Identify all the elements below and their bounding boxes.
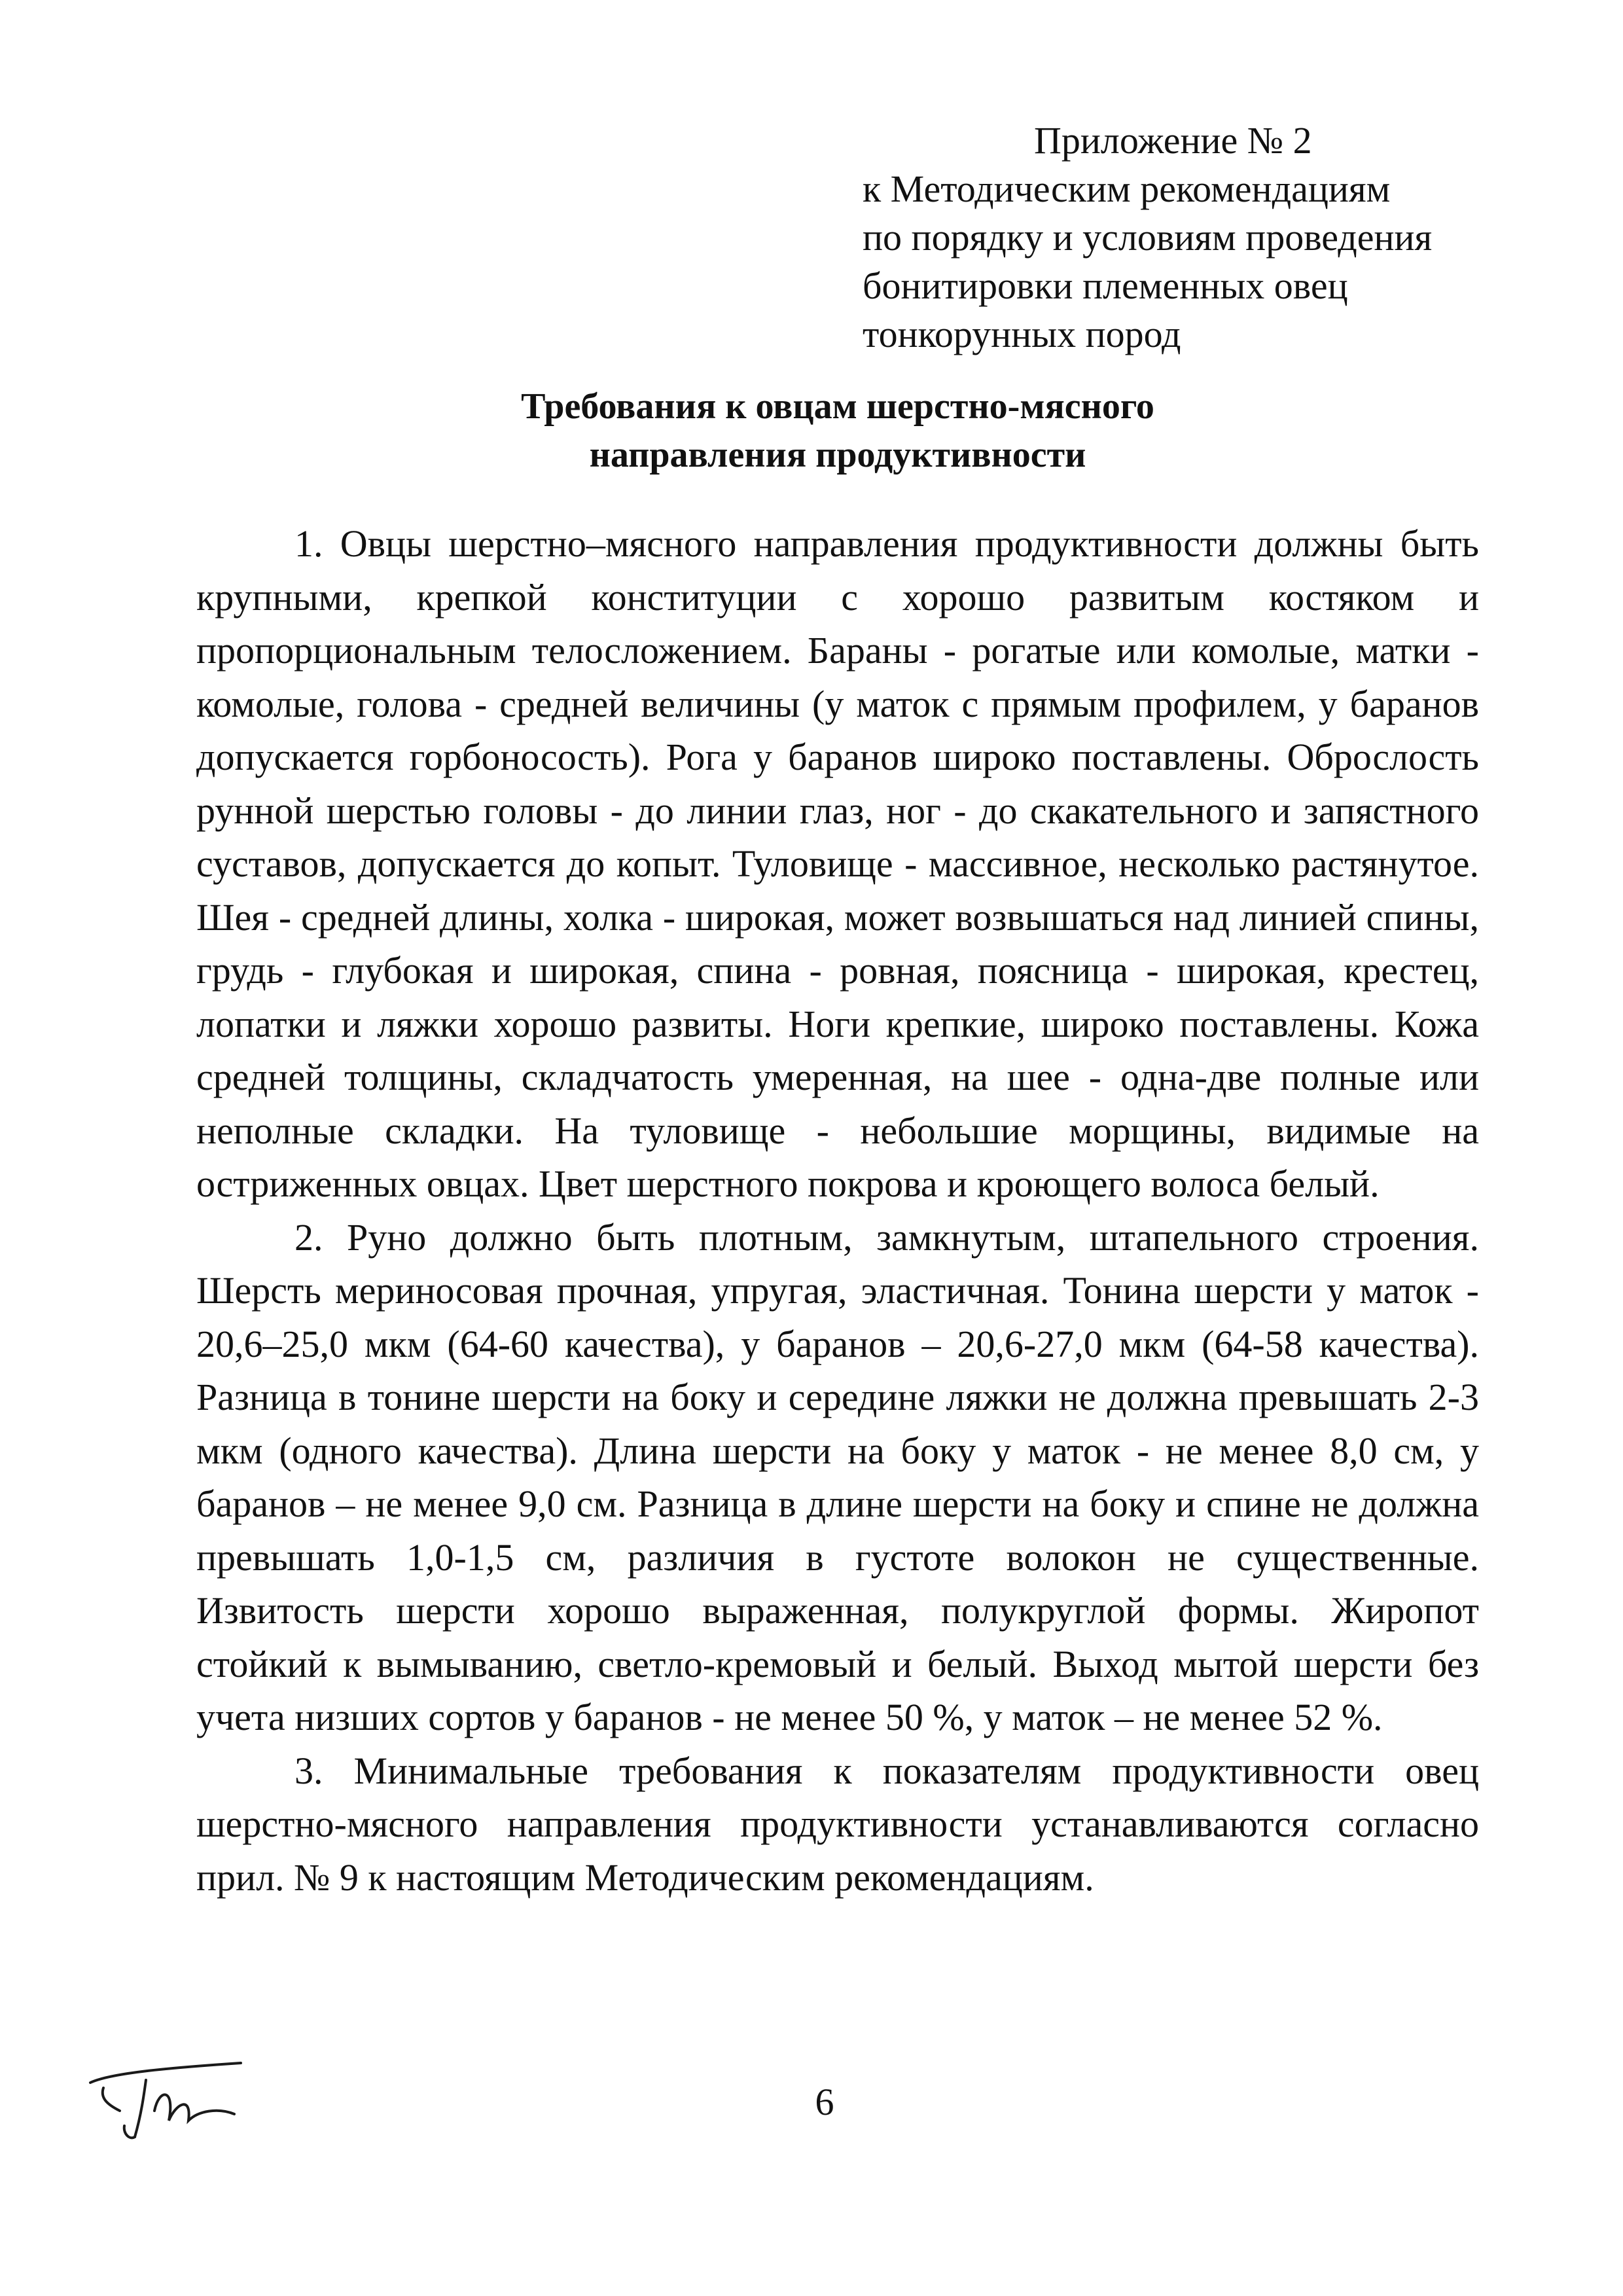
paragraph-1: 1. Овцы шерстно–мясного направления продуктивности должны быть крупными, крепкой конституции с хорошо развитым костяком и пропорциональным телосложением. Бараны - рогатые или комолые, матки - комолые, голова - средней величины (у маток с прямым профилем, у баранов допускается горбоносость). Рога у баранов широко поставлены. Оброслость рунной шерстью головы - до линии глаз, ног - до скакательного и запястного суставов, допускается до копыт. Туловище - массивное, несколько растянутое. Шея - средней длины, холка - широкая, может возвышаться над линией спины, грудь - глубокая и широкая, спина - ровная, поясница - широкая, крестец, лопатки и ляжки хорошо развиты. Ноги крепкие, широко поставлены. Кожа средней толщины, складчатость умеренная, на шее - одна-две полные или неполные складки. На туловище - небольшие морщины, видимые на остриженных овцах. Цвет шерстного покрова и кроющего волоса белый. bbox=[196, 522, 1479, 1205]
appendix-header bbox=[863, 117, 1517, 359]
appendix-number: Приложение № 2 bbox=[1034, 119, 1312, 162]
body-text bbox=[196, 517, 1479, 1904]
title-line: Требования к овцам шерстно-мясного bbox=[521, 386, 1154, 427]
appendix-line: к Методическим рекомендациям bbox=[863, 168, 1391, 210]
page-number: 6 bbox=[815, 2081, 834, 2123]
title-line: направления продуктивности bbox=[589, 435, 1086, 475]
document-title bbox=[196, 382, 1479, 479]
paragraph-3: 3. Минимальные требования к показателям продуктивности овец шерстно-мясного направления продуктивности устанавливаются согласно прил. № 9 к настоящим Методическим рекомендациям. bbox=[196, 1749, 1479, 1899]
appendix-line: бонитировки племенных овец bbox=[863, 264, 1348, 307]
appendix-line: тонкорунных пород bbox=[863, 313, 1181, 355]
appendix-line: по порядку и условиям проведения bbox=[863, 216, 1433, 259]
handwritten-signature bbox=[84, 2049, 260, 2147]
paragraph-2: 2. Руно должно быть плотным, замкнутым, штапельного строения. Шерсть мериносовая прочная, упругая, эластичная. Тонина шерсти у маток - 20,6–25,0 мкм (64-60 качества), у баранов – 20,6-27,0 мкм (64-58 качества). Разница в тонине шерсти на боку и середине ляжки не должна превышать 2-3 мкм (одного качества). Длина шерсти на боку у маток - не менее 8,0 см, у баранов – не менее 9,0 см. Разница в длине шерсти на боку и спине не должна превышать 1,0-1,5 см, различия в густоте волокон не существенные. Извитость шерсти хорошо выраженная, полукруглой формы. Жиропот стойкий к вымыванию, светло-кремовый и белый. Выход мытой шерсти без учета низших сортов у баранов - не менее 50 %, у маток – не менее 52 %. bbox=[196, 1215, 1479, 1738]
